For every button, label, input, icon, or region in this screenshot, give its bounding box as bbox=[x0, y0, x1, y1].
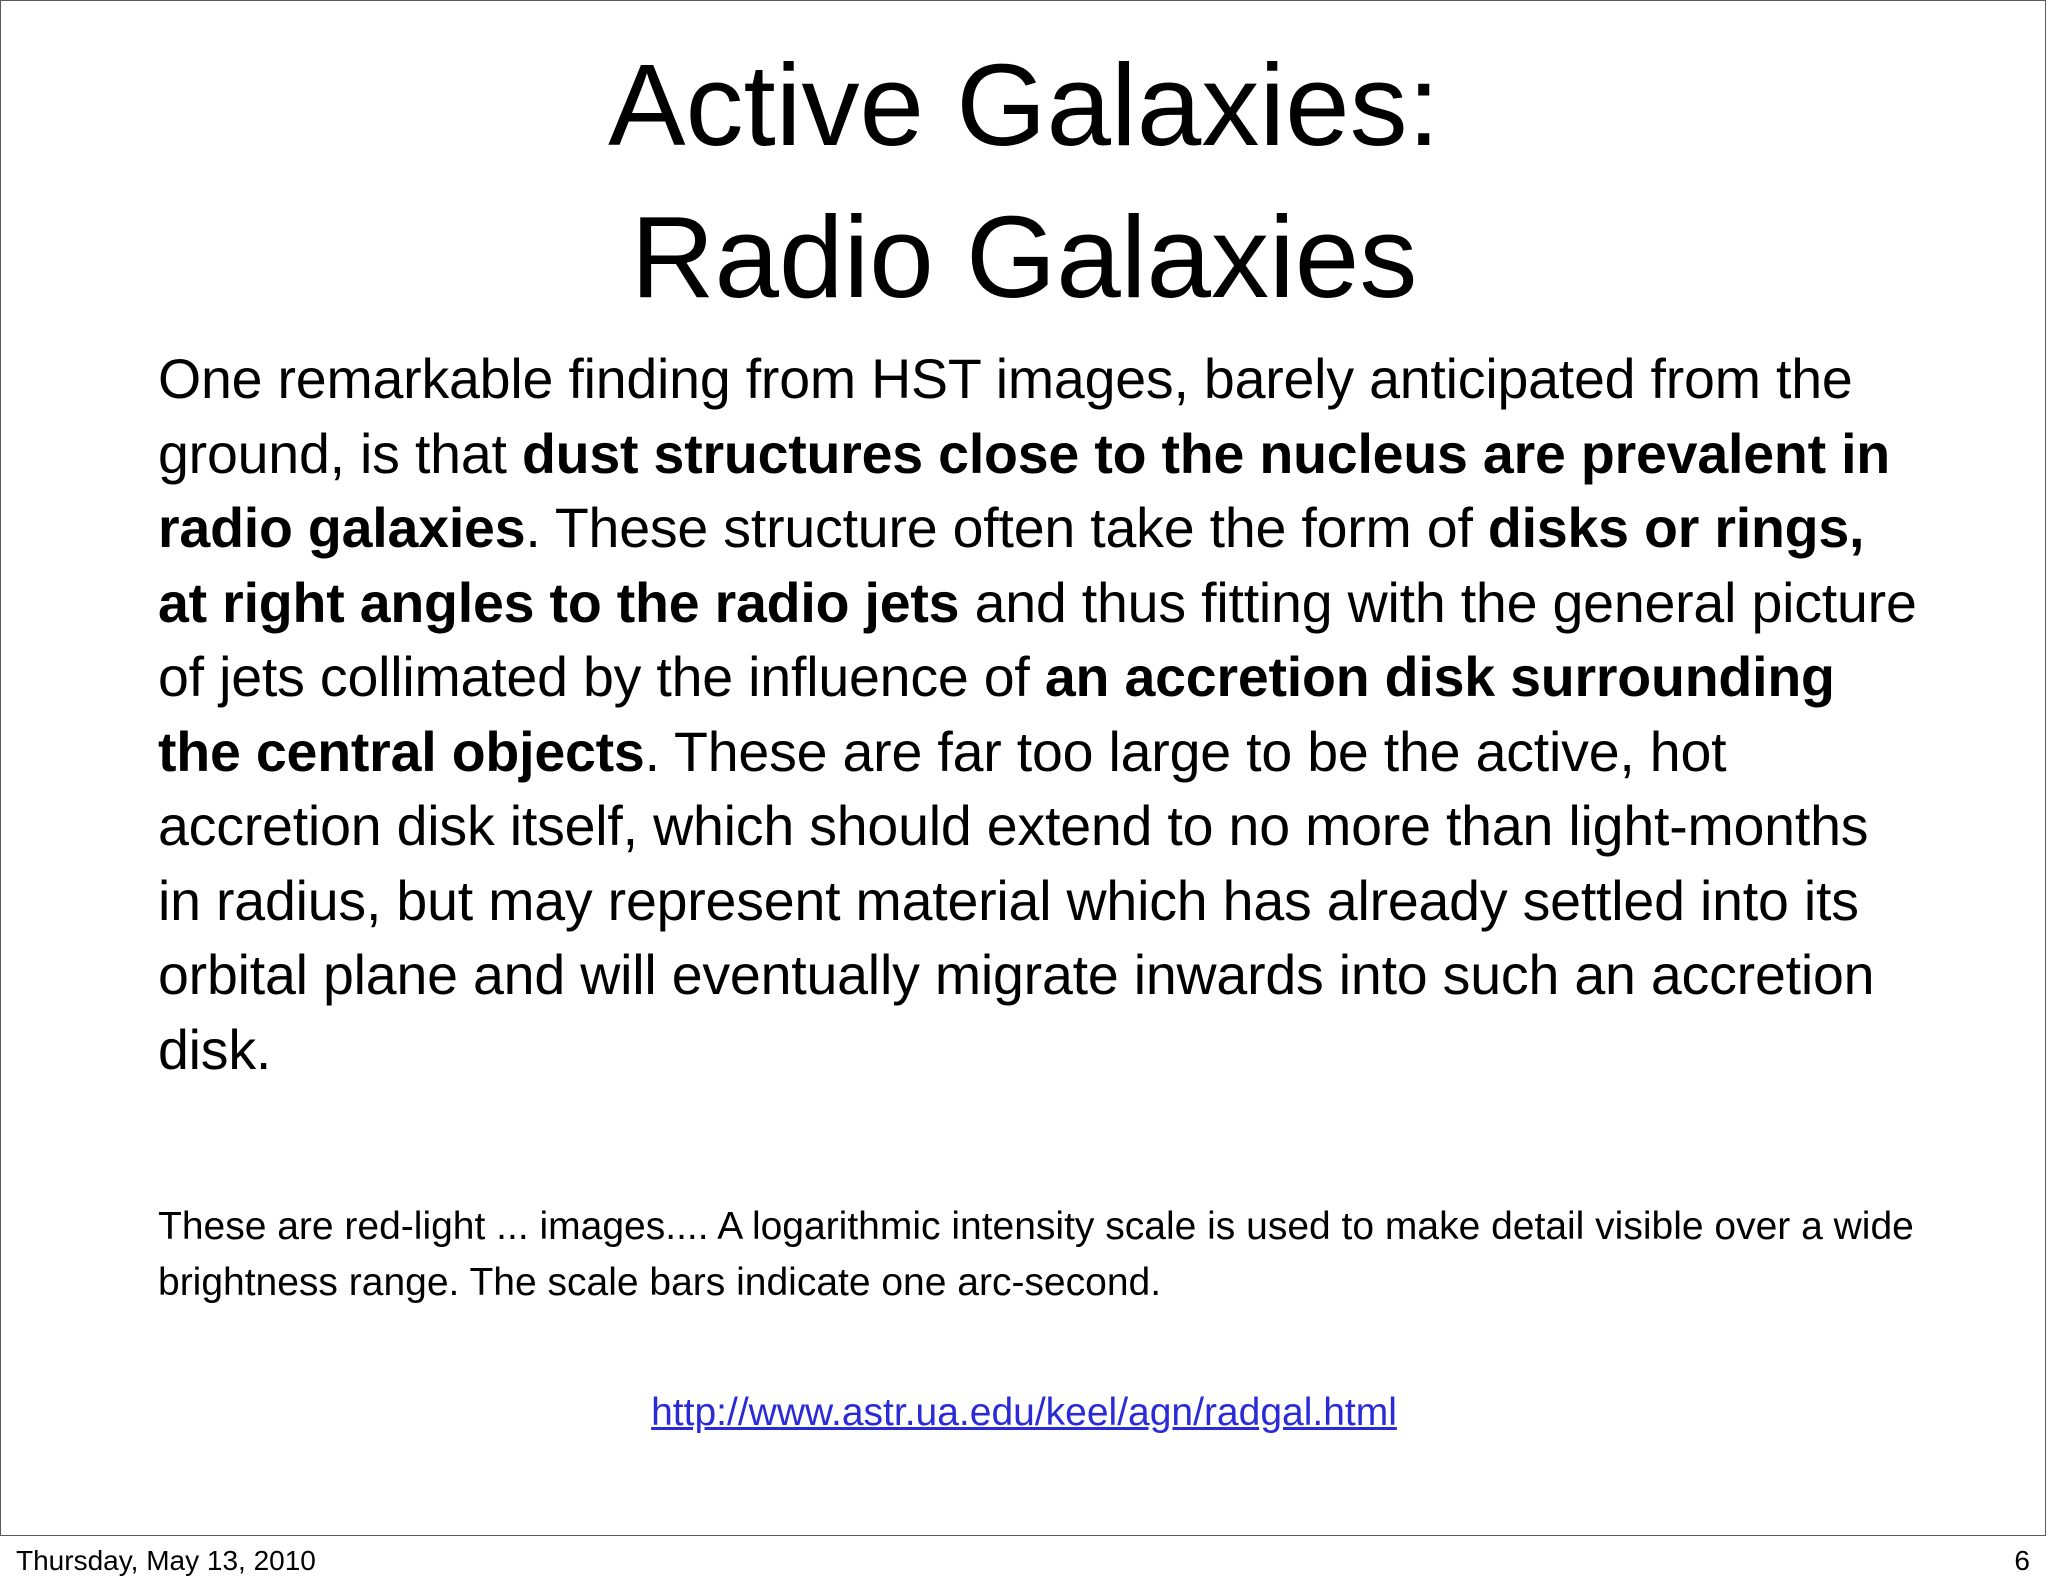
paragraph-run-bold: disks or rings, at right angles to the radio jets bbox=[158, 497, 1865, 634]
body-paragraph bbox=[158, 342, 1918, 1087]
title-line-1: Active Galaxies: bbox=[608, 40, 1440, 170]
paragraph-run: and thus fitting with the general picture of jets collimated by the influence of bbox=[158, 571, 1917, 708]
slide-title bbox=[1, 29, 2047, 333]
image-caption: These are red-light ... images.... A logarithmic intensity scale is used to make detail visible over a wide brightness range. The scale bars indicate one arc-second. bbox=[158, 1205, 1914, 1304]
page-number: 6 bbox=[2014, 1545, 2030, 1576]
paragraph-run: . These are far too large to be the active, hot accretion disk itself, which should extend to no more than light-months in radius, but may represent material which has already settled into its orbital plane and will eventually migrate inwards into such an accretion disk. bbox=[158, 720, 1875, 1081]
footer-date: Thursday, May 13, 2010 bbox=[16, 1545, 316, 1576]
paragraph-run: . These structure often take the form of bbox=[525, 497, 1488, 559]
paragraph-run: One remarkable finding from HST images, barely anticipated from the ground, is that bbox=[158, 348, 1853, 485]
source-link[interactable]: http://www.astr.ua.edu/keel/agn/radgal.html bbox=[651, 1391, 1397, 1434]
paragraph-run-bold: an accretion disk surrounding the central objects bbox=[158, 646, 1835, 783]
title-line-2: Radio Galaxies bbox=[630, 192, 1418, 322]
paragraph-run-bold: dust structures close to the nucleus are prevalent in radio galaxies bbox=[158, 422, 1890, 559]
